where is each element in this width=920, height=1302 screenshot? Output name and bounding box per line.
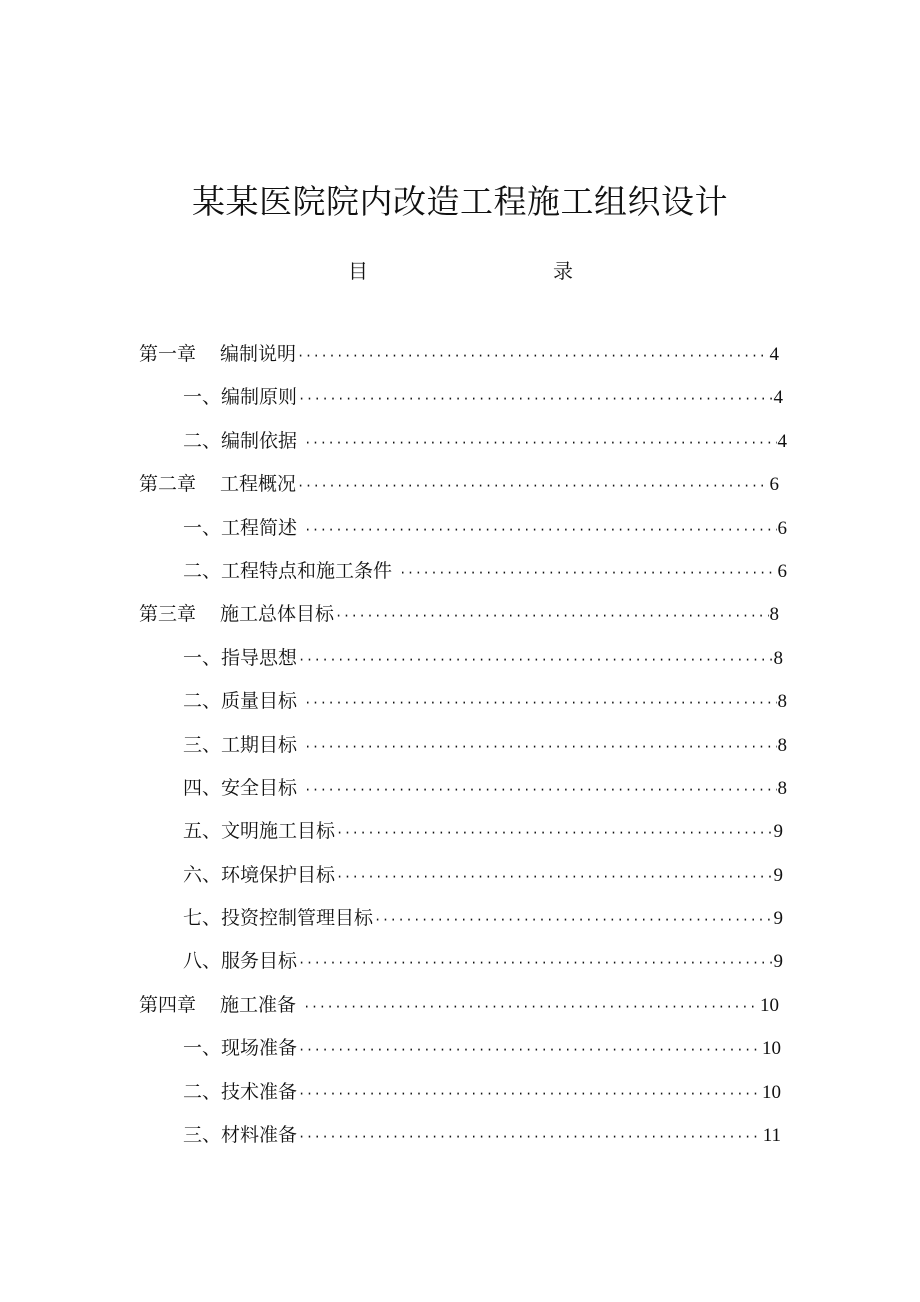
toc-entry-chapter[interactable]: [0, 593, 920, 636]
toc-leader-dots: [336, 812, 772, 855]
toc-entry-number: 七、: [183, 907, 222, 930]
toc-entry-page: 8: [769, 604, 779, 626]
document-title: 某某医院院内改造工程施工组织设计: [192, 182, 728, 222]
toc-entry-title: 编制原则: [221, 386, 298, 409]
toc-entry-page: 8: [777, 777, 787, 799]
toc-entry-chapter[interactable]: [0, 333, 920, 376]
toc-entry-number: 三、: [183, 733, 222, 756]
toc-entry-title: 质量目标: [221, 690, 298, 713]
toc-entry-page: 9: [773, 821, 783, 843]
toc-entry-section[interactable]: [0, 810, 920, 853]
toc-leader-dots: [336, 856, 772, 899]
toc-entry-number: 第四章: [139, 993, 197, 1016]
toc-heading: [0, 256, 920, 286]
toc-entry-page: 10: [762, 1081, 781, 1103]
toc-leader-dots: [335, 595, 768, 638]
toc-entry-page: 10: [760, 994, 779, 1016]
toc-entry-page: 9: [773, 908, 783, 930]
toc-entry-section[interactable]: [0, 767, 920, 810]
toc-entry-section[interactable]: [0, 1027, 920, 1070]
toc-entry-title: 编制说明: [220, 343, 297, 365]
toc-entry-page: 6: [777, 560, 787, 582]
toc-entry-title: 技术准备: [221, 1080, 298, 1103]
toc-entry-title: 投资控制管理目标: [221, 907, 374, 930]
toc-leader-dots: [304, 726, 776, 769]
table-of-contents: [0, 333, 920, 1157]
toc-entry-number: 二、: [183, 690, 222, 713]
toc-leader-dots: [303, 986, 759, 1029]
toc-entry-number: 一、: [183, 386, 222, 409]
toc-entry-title: 工程概况: [220, 473, 297, 496]
toc-entry-section[interactable]: [0, 854, 920, 897]
toc-entry-number: 第三章: [139, 603, 197, 626]
toc-entry-title: 环境保护目标: [221, 863, 336, 886]
toc-entry-number: 四、: [183, 776, 222, 799]
toc-leader-dots: [298, 1116, 762, 1159]
toc-entry-chapter[interactable]: [0, 984, 920, 1027]
toc-entry-section[interactable]: [0, 724, 920, 767]
toc-entry-number: 八、: [183, 950, 222, 973]
toc-entry-page: 8: [777, 691, 787, 713]
toc-entry-page: 11: [762, 1125, 781, 1147]
toc-entry-page: 6: [777, 517, 787, 539]
toc-entry-section[interactable]: [0, 420, 920, 463]
toc-entry-section[interactable]: [0, 637, 920, 680]
toc-entry-title: 材料准备: [221, 1124, 298, 1147]
toc-entry-title: 施工总体目标: [220, 603, 335, 626]
toc-leader-dots: [298, 1073, 761, 1116]
toc-entry-number: 五、: [183, 820, 222, 843]
toc-entry-page: 9: [773, 951, 783, 973]
toc-entry-section[interactable]: [0, 507, 920, 550]
toc-entry-title: 工程特点和施工条件: [221, 559, 393, 582]
toc-entry-number: 第一章: [139, 343, 197, 365]
toc-entry-number: 二、: [183, 559, 222, 582]
toc-entry-section[interactable]: [0, 1114, 920, 1157]
toc-leader-dots: [374, 899, 772, 942]
toc-entry-title: 工期目标: [221, 733, 298, 756]
toc-entry-page: 4: [777, 430, 787, 452]
toc-leader-dots: [298, 942, 772, 985]
toc-entry-number: 二、: [183, 1080, 222, 1103]
toc-entry-title: 现场准备: [221, 1037, 298, 1060]
toc-entry-page: 4: [769, 344, 779, 365]
toc-entry-page: 8: [773, 647, 783, 669]
toc-entry-title: 安全目标: [221, 776, 298, 799]
toc-entry-number: 二、: [183, 429, 222, 452]
toc-entry-section[interactable]: [0, 376, 920, 419]
toc-leader-dots: [298, 378, 772, 421]
toc-entry-title: 编制依据: [221, 429, 298, 452]
toc-entry-number: 六、: [183, 863, 222, 886]
toc-entry-number: 第二章: [139, 473, 197, 496]
toc-entry-number: 三、: [183, 1124, 222, 1147]
toc-entry-section[interactable]: [0, 1071, 920, 1114]
toc-leader-dots: [304, 682, 776, 725]
toc-leader-dots: [304, 509, 776, 552]
toc-leader-dots: [304, 422, 776, 465]
toc-entry-section[interactable]: [0, 550, 920, 593]
toc-leader-dots: [297, 465, 768, 508]
toc-leader-dots: [298, 639, 772, 682]
toc-entry-page: 9: [773, 864, 783, 886]
toc-entry-title: 指导思想: [221, 646, 298, 669]
toc-entry-number: 一、: [183, 1037, 222, 1060]
toc-entry-page: 8: [777, 734, 787, 756]
toc-heading-right: 录: [553, 259, 573, 283]
toc-entry-page: 10: [762, 1038, 781, 1060]
toc-entry-title: 文明施工目标: [221, 820, 336, 843]
toc-entry-section[interactable]: [0, 680, 920, 723]
toc-entry-title: 工程简述: [221, 516, 298, 539]
toc-leader-dots: [297, 335, 768, 378]
toc-leader-dots: [304, 769, 776, 812]
toc-entry-section[interactable]: [0, 897, 920, 940]
toc-entry-number: 一、: [183, 646, 222, 669]
toc-entry-title: 施工准备: [220, 993, 297, 1016]
toc-entry-page: 6: [769, 474, 779, 496]
toc-leader-dots: [399, 552, 776, 595]
toc-heading-left: 目: [348, 259, 368, 283]
toc-entry-section[interactable]: [0, 940, 920, 983]
toc-entry-title: 服务目标: [221, 950, 298, 973]
toc-entry-number: 一、: [183, 516, 222, 539]
toc-leader-dots: [298, 1029, 761, 1072]
toc-entry-chapter[interactable]: [0, 463, 920, 506]
toc-entry-page: 4: [773, 387, 783, 409]
